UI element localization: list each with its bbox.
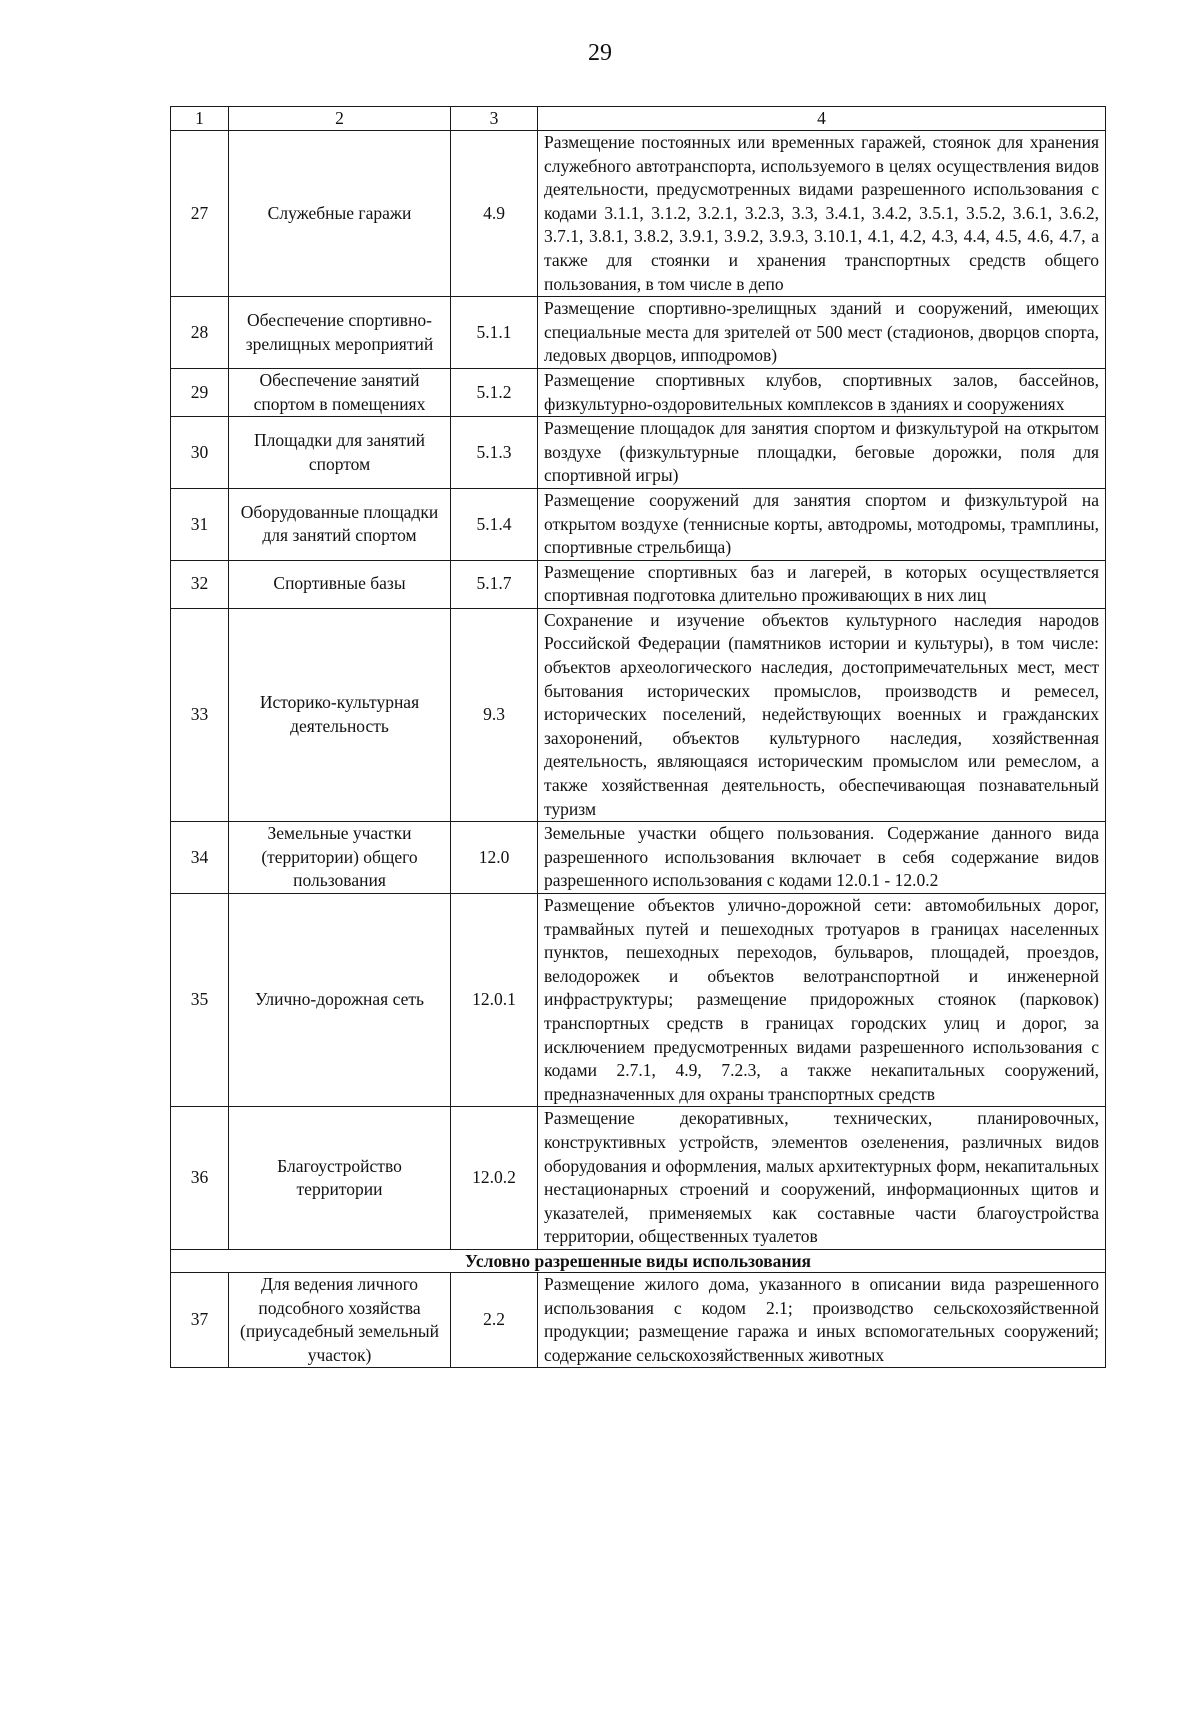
row-number: 28: [171, 297, 229, 369]
table-row: [171, 131, 1106, 297]
use-description: Земельные участки общего пользования. Содержание данного вида разрешенного использования включает в себя содержание видов разрешенного использования с кодами 12.0.1 - 12.0.2: [538, 822, 1106, 894]
table-row: [171, 894, 1106, 1107]
table-row: [171, 1272, 1106, 1367]
use-name: Улично-дорожная сеть: [229, 894, 451, 1107]
header-cell-name: 2: [229, 107, 451, 131]
use-code: 12.0.1: [451, 894, 538, 1107]
use-code: 5.1.1: [451, 297, 538, 369]
use-code: 2.2: [451, 1272, 538, 1367]
use-name: Служебные гаражи: [229, 131, 451, 297]
use-name: Для ведения личного подсобного хозяйства (приусадебный земельный участок): [229, 1272, 451, 1367]
use-description: Размещение декоративных, технических, планировочных, конструктивных устройств, элементов озеленения, различных видов оборудования и оформления, малых архитектурных форм, некапитальных нестационарных строений и сооружений, информационных щитов и указателей, применяемых как составные части благоустройства территории, общественных туалетов: [538, 1107, 1106, 1250]
row-number: 32: [171, 560, 229, 608]
use-code: 5.1.4: [451, 488, 538, 560]
use-code: 5.1.3: [451, 417, 538, 489]
use-name: Благоустройство территории: [229, 1107, 451, 1250]
use-code: 4.9: [451, 131, 538, 297]
use-name: Спортивные базы: [229, 560, 451, 608]
use-name: Историко-культурная деятельность: [229, 608, 451, 821]
use-name: Площадки для занятий спортом: [229, 417, 451, 489]
row-number: 31: [171, 488, 229, 560]
use-code: 5.1.7: [451, 560, 538, 608]
use-name: Земельные участки (территории) общего пользования: [229, 822, 451, 894]
table-row: [171, 560, 1106, 608]
use-name: Обеспечение занятий спортом в помещениях: [229, 368, 451, 416]
use-description: Размещение площадок для занятия спортом и физкультурой на открытом воздухе (физкультурные площадки, беговые дорожки, поля для спортивной игры): [538, 417, 1106, 489]
use-description: Размещение сооружений для занятия спортом и физкультурой на открытом воздухе (теннисные корты, автодромы, мотодромы, трамплины, спортивные стрельбища): [538, 488, 1106, 560]
row-number: 27: [171, 131, 229, 297]
table-row: [171, 822, 1106, 894]
row-number: 35: [171, 894, 229, 1107]
use-name: Оборудованные площадки для занятий спортом: [229, 488, 451, 560]
row-number: 34: [171, 822, 229, 894]
use-description: Размещение спортивных баз и лагерей, в которых осуществляется спортивная подготовка длительно проживающих в них лиц: [538, 560, 1106, 608]
header-cell-description: 4: [538, 107, 1106, 131]
use-code: 5.1.2: [451, 368, 538, 416]
section-title: Условно разрешенные виды использования: [171, 1249, 1106, 1272]
row-number: 29: [171, 368, 229, 416]
header-cell-code: 3: [451, 107, 538, 131]
use-name: Обеспечение спортивно-зрелищных мероприятий: [229, 297, 451, 369]
section-header-row: [171, 1249, 1106, 1272]
use-description: Сохранение и изучение объектов культурного наследия народов Российской Федерации (памятников истории и культуры), в том числе: объектов археологического наследия, достопримечательных мест, мест бытования исторических промыслов, производств и ремесел, исторических поселений, недействующих военных и гражданских захоронений, объектов культурного наследия, хозяйственная деятельность, являющаяся историческим промыслом или ремеслом, а также хозяйственная деятельность, обеспечивающая познавательный туризм: [538, 608, 1106, 821]
row-number: 37: [171, 1272, 229, 1367]
land-use-table: [170, 106, 1106, 1368]
row-number: 36: [171, 1107, 229, 1250]
table-row: [171, 488, 1106, 560]
table-row: [171, 417, 1106, 489]
use-code: 12.0: [451, 822, 538, 894]
use-description: Размещение спортивно-зрелищных зданий и сооружений, имеющих специальные места для зрителей от 500 мест (стадионов, дворцов спорта, ледовых дворцов, ипподромов): [538, 297, 1106, 369]
use-description: Размещение жилого дома, указанного в описании вида разрешенного использования с кодом 2.1; производство сельскохозяйственной продукции; размещение гаража и иных вспомогательных сооружений; содержание сельскохозяйственных животных: [538, 1272, 1106, 1367]
use-description: Размещение спортивных клубов, спортивных залов, бассейнов, физкультурно-оздоровительных комплексов в зданиях и сооружениях: [538, 368, 1106, 416]
page-number: 29: [588, 40, 612, 66]
table-row: [171, 1107, 1106, 1250]
table-header-row: [171, 107, 1106, 131]
table-row: [171, 297, 1106, 369]
use-description: Размещение объектов улично-дорожной сети: автомобильных дорог, трамвайных путей и пешеходных тротуаров в границах населенных пунктов, пешеходных переходов, бульваров, площадей, проездов, велодорожек и объектов велотранспортной и инженерной инфраструктуры; размещение придорожных стоянок (парковок) транспортных средств в границах городских улиц и дорог, за исключением предусмотренных видами разрешенного использования с кодами 2.7.1, 4.9, 7.2.3, а также некапитальных сооружений, предназначенных для охраны транспортных средств: [538, 894, 1106, 1107]
use-description: Размещение постоянных или временных гаражей, стоянок для хранения служебного автотранспорта, используемого в целях осуществления видов деятельности, предусмотренных видами разрешенного использования с кодами 3.1.1, 3.1.2, 3.2.1, 3.2.3, 3.3, 3.4.1, 3.4.2, 3.5.1, 3.5.2, 3.6.1, 3.6.2, 3.7.1, 3.8.1, 3.8.2, 3.9.1, 3.9.2, 3.9.3, 3.10.1, 4.1, 4.2, 4.3, 4.4, 4.5, 4.6, 4.7, а также для стоянки и хранения транспортных средств общего пользования, в том числе в депо: [538, 131, 1106, 297]
row-number: 30: [171, 417, 229, 489]
table-row: [171, 608, 1106, 821]
table-row: [171, 368, 1106, 416]
use-code: 9.3: [451, 608, 538, 821]
use-code: 12.0.2: [451, 1107, 538, 1250]
row-number: 33: [171, 608, 229, 821]
header-cell-number: 1: [171, 107, 229, 131]
